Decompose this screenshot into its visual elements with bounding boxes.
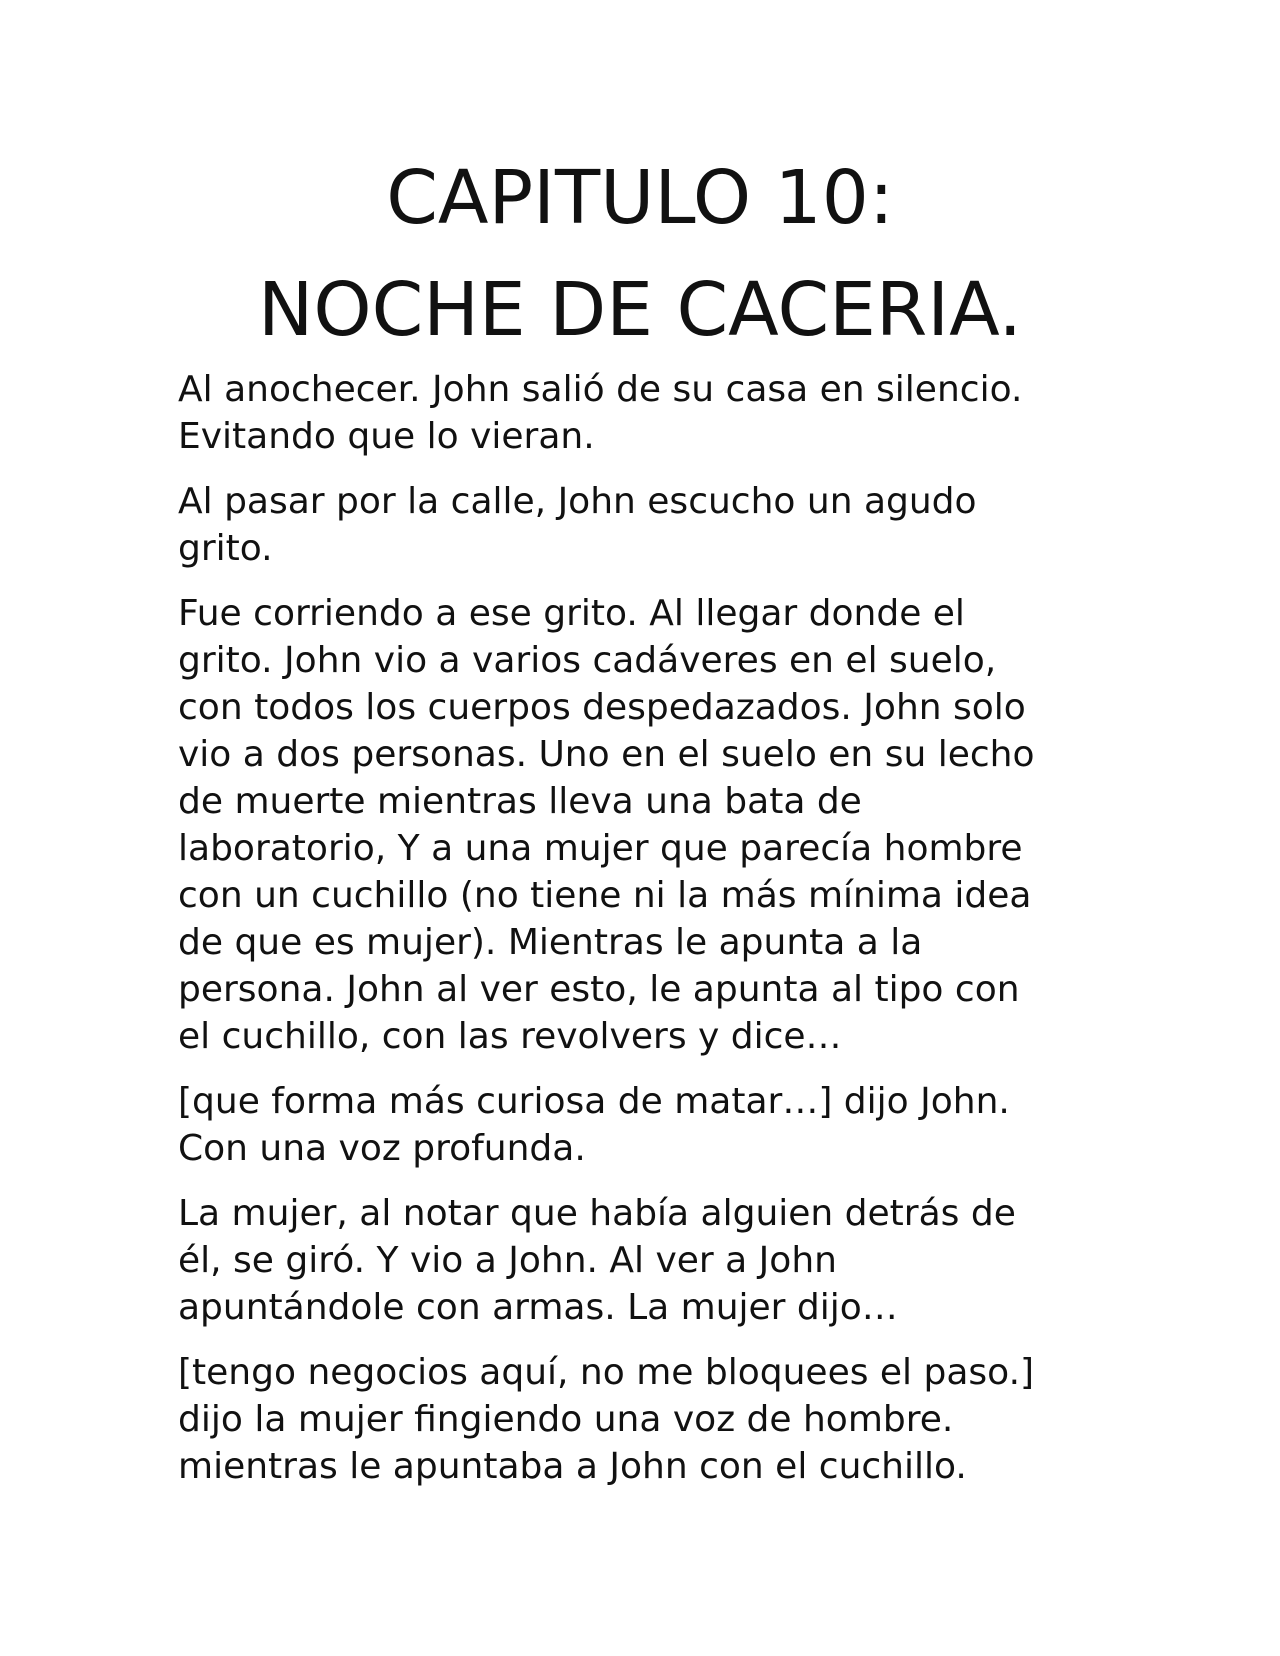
paragraph-1: Al anochecer. John salió de su casa en silencio. Evitando que lo vieran. bbox=[178, 369, 1023, 457]
paragraph-6: [tengo negocios aquí, no me bloquees el paso.] dijo la mujer fingiendo una voz de hombre. mientras le apuntaba a John con el cuchillo. bbox=[178, 1352, 1035, 1487]
chapter-body bbox=[178, 366, 1098, 1508]
paragraph-5: La mujer, al notar que había alguien detrás de él, se giró. Y vio a John. Al ver a John apuntándole con armas. La mujer dijo… bbox=[178, 1193, 1016, 1328]
chapter-title-line-1: CAPITULO 10: bbox=[386, 155, 894, 241]
chapter-title bbox=[0, 142, 1280, 366]
chapter-title-line-2: NOCHE DE CACERIA. bbox=[258, 267, 1022, 353]
paragraph-3: Fue corriendo a ese grito. Al llegar donde el grito. John vio a varios cadáveres en el suelo, con todos los cuerpos despedazados. John solo vio a dos personas. Uno en el suelo en su lecho de muerte mientras lleva una bata de laboratorio, Y a una mujer que parecía hombre con un cuchillo (no tiene ni la más mínima idea de que es mujer). Mientras le apunta a la persona. John al ver esto, le apunta al tipo con el cuchillo, con las revolvers y dice… bbox=[178, 593, 1035, 1057]
paragraph-2: Al pasar por la calle, John escucho un agudo grito. bbox=[178, 481, 977, 569]
paragraph-4: [que forma más curiosa de matar…] dijo John. Con una voz profunda. bbox=[178, 1081, 1010, 1169]
